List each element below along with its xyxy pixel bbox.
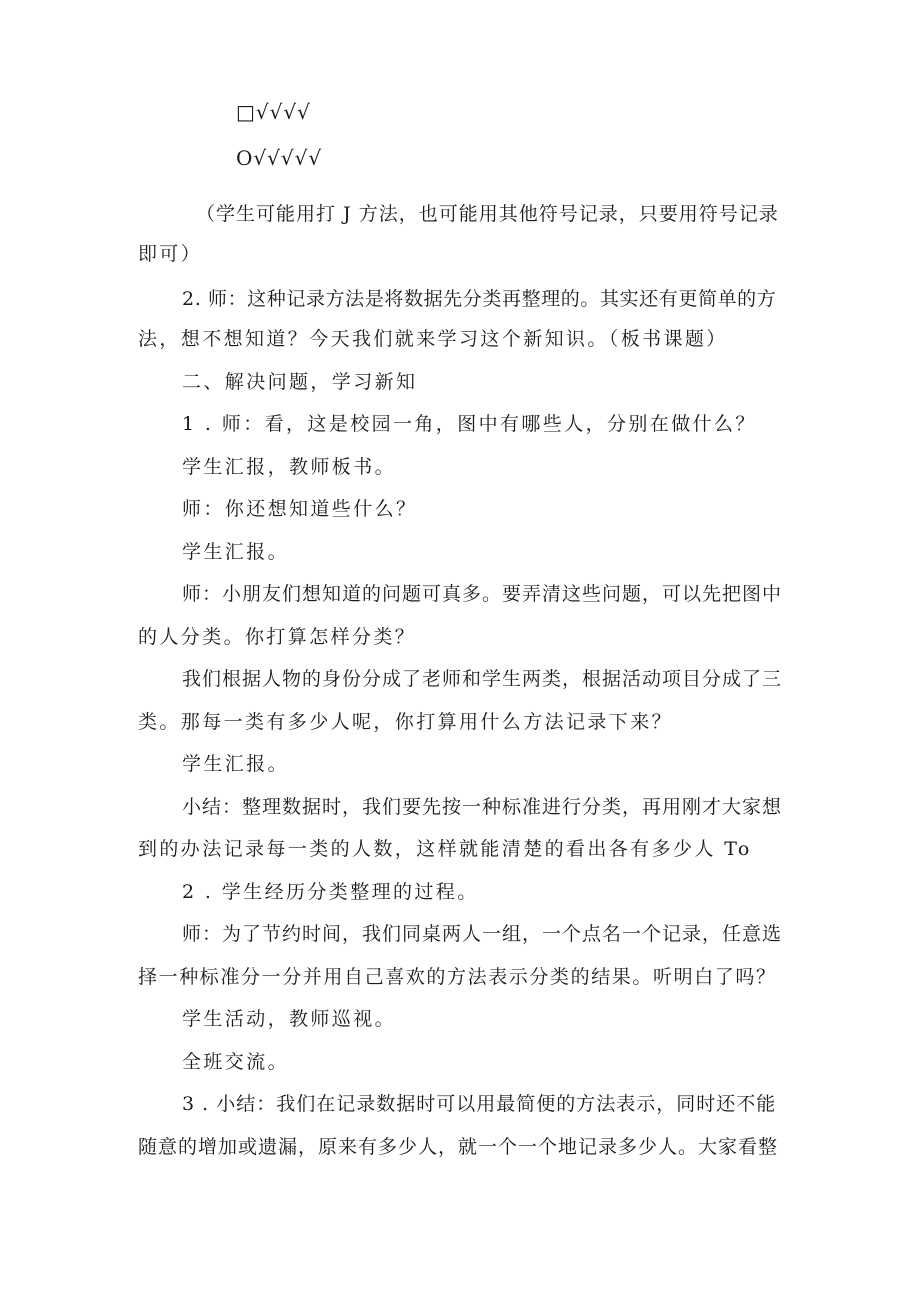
section-heading: 二、解决问题，学习新知 — [182, 371, 418, 393]
paragraph-line: 我们根据人物的身份分成了老师和学生两类，根据活动项目分成了三 — [182, 668, 783, 690]
paragraph-line: 即可） — [138, 243, 203, 265]
paragraph-line: 师：小朋友们想知道的问题可真多。要弄清这些问题，可以先把图中 — [182, 583, 783, 605]
paragraph-line: 1 . 师：看，这是校园一角，图中有哪些人，分别在做什么？ — [182, 413, 757, 435]
paragraph-line: 师：为了节约时间，我们同桌两人一组，一个点名一个记录，任意选 — [182, 923, 783, 945]
square-tally-row: □√√√√ — [236, 100, 311, 124]
paragraph-line: 师：你还想知道些什么？ — [182, 498, 418, 520]
paragraph-line: 全班交流。 — [182, 1051, 290, 1073]
paragraph-line: 学生汇报。 — [182, 541, 290, 563]
paragraph-line: 学生活动，教师巡视。 — [182, 1008, 397, 1030]
paragraph-line: （学生可能用打 J 方法，也可能用其他符号记录，只要用符号记录 — [196, 203, 779, 225]
paragraph-line: 3 . 小结：我们在记录数据时可以用最简便的方法表示，同时还不能 — [182, 1093, 777, 1115]
paragraph-line: 学生汇报，教师板书。 — [182, 456, 397, 478]
paragraph-line: 法，想不想知道？今天我们就来学习这个新知识。（板书课题） — [138, 328, 728, 350]
paragraph-line: 到的办法记录每一类的人数，这样就能清楚的看出各有多少人 To — [138, 838, 752, 860]
paragraph-line: 2 . 学生经历分类整理的过程。 — [182, 881, 479, 903]
circle-tally-row: O√√√√√ — [236, 146, 323, 170]
paragraph-line: 2. 师：这种记录方法是将数据先分类再整理的。其实还有更简单的方 — [182, 288, 777, 310]
paragraph-line: 学生汇报。 — [182, 753, 290, 775]
paragraph-line: 小结：整理数据时，我们要先按一种标准进行分类，再用刚才大家想 — [182, 796, 783, 818]
paragraph-line: 择一种标准分一分并用自己喜欢的方法表示分类的结果。听明白了吗？ — [138, 966, 777, 988]
paragraph-line: 的人分类。你打算怎样分类？ — [138, 626, 417, 648]
paragraph-line: 随意的增加或遗漏，原来有多少人，就一个一个地记录多少人。大家看整 — [138, 1136, 779, 1158]
paragraph-line: 类。那每一类有多少人呢，你打算用什么方法记录下来？ — [138, 711, 674, 733]
